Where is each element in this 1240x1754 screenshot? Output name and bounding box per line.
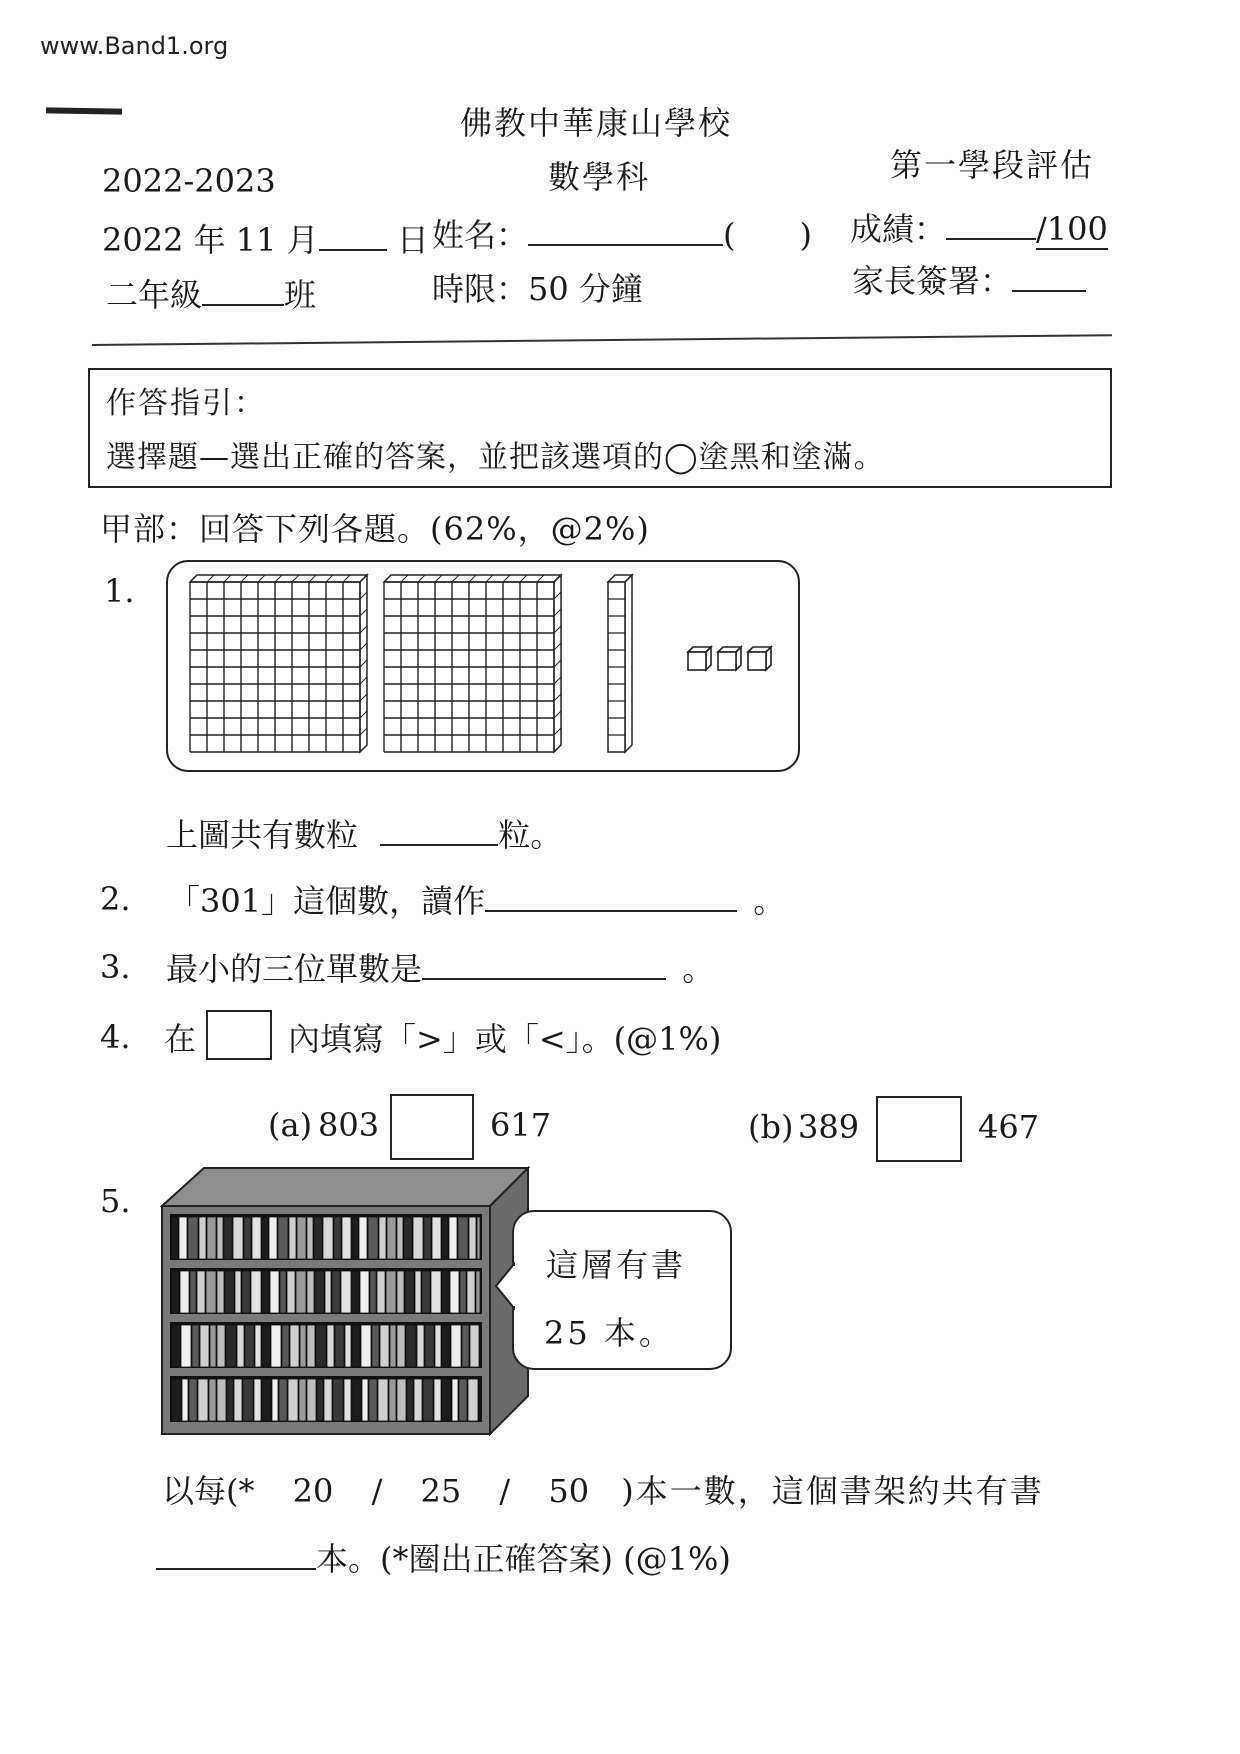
one-cube — [748, 647, 771, 670]
time-limit: 時限：50 分鐘 — [432, 270, 643, 308]
q5-line2-text: 本。(*圈出正確答案) (@1%) — [316, 1540, 731, 1578]
watermark-url: www.Band1.org — [40, 32, 229, 60]
date-line — [102, 215, 429, 261]
class-blank[interactable] — [202, 278, 284, 306]
q3-line — [166, 944, 714, 990]
q3-answer-blank[interactable] — [422, 952, 666, 980]
q1-answer-blank[interactable] — [380, 818, 498, 846]
q4a-right: 617 — [490, 1106, 552, 1144]
q3-number: 3. — [100, 948, 131, 986]
q5-sep-2: / — [499, 1472, 511, 1510]
score-total: /100 — [1036, 210, 1108, 248]
q1-unit: 粒。 — [498, 816, 563, 854]
header-divider — [92, 334, 1112, 346]
q4b-answer-box[interactable] — [876, 1096, 962, 1162]
q4a-label: (a) — [268, 1106, 313, 1144]
parent-sign-line — [852, 256, 1086, 302]
q5-sep-1: / — [371, 1472, 383, 1510]
q4b-label: (b) — [748, 1108, 794, 1146]
parent-sign-blank[interactable] — [1012, 264, 1086, 292]
score-blank[interactable] — [946, 212, 1036, 240]
q5-answer-blank[interactable] — [156, 1542, 316, 1570]
bookshelf-row — [170, 1376, 482, 1422]
date-day-blank[interactable] — [319, 223, 387, 251]
bubble-line1: 這層有書 — [546, 1246, 687, 1284]
one-cube — [688, 647, 711, 670]
date-prefix: 2022 年 11 月 — [102, 221, 319, 259]
q1-number: 1. — [104, 572, 135, 610]
score-label: 成績： — [850, 210, 947, 248]
section-title: 甲部：回答下列各題。(62%，@2%) — [100, 510, 650, 548]
q4-sample-box — [206, 1010, 272, 1060]
q2-number: 2. — [100, 880, 131, 918]
bookshelf-row — [170, 1268, 482, 1314]
class-label: 班 — [284, 276, 317, 314]
name-label: 姓名： — [432, 216, 529, 254]
q3-prompt: 最小的三位單數是 — [166, 950, 423, 988]
corner-mark — [46, 107, 122, 114]
bookshelf-image — [160, 1166, 530, 1436]
ten-rod — [608, 575, 632, 752]
bookshelf-row — [170, 1322, 482, 1368]
q2-end: 。 — [753, 882, 786, 920]
q2-answer-blank[interactable] — [485, 884, 737, 912]
q1-line — [166, 810, 562, 856]
name-blank[interactable] — [528, 218, 723, 246]
q5-option-50[interactable]: 50 — [548, 1472, 590, 1510]
subject-title: 數學科 — [548, 158, 651, 196]
score-line — [850, 204, 1108, 250]
bubble-line2: 25 本。 — [544, 1314, 674, 1352]
bookshelf-row — [170, 1214, 482, 1260]
q4a-left: 803 — [318, 1106, 380, 1144]
school-name: 佛教中華康山學校 — [460, 104, 733, 142]
q4-prompt-b: 內填寫「>」或「<」。(@1%) — [288, 1020, 722, 1058]
name-line — [432, 210, 812, 256]
name-paren: ( ) — [723, 216, 812, 254]
date-day-label: 日 — [396, 221, 429, 259]
q5-line1-a: 以每(* — [162, 1472, 255, 1510]
q4-prompt-a: 在 — [164, 1020, 197, 1058]
q4b-right: 467 — [978, 1108, 1040, 1146]
q5-line1 — [162, 1466, 1044, 1512]
q5-option-25[interactable]: 25 — [420, 1472, 462, 1510]
guide-title: 作答指引： — [106, 386, 266, 421]
q2-prompt: 「301」這個數，讀作 — [168, 882, 486, 920]
school-year: 2022-2023 — [102, 162, 276, 200]
speech-bubble — [512, 1210, 732, 1370]
q1-prompt: 上圖共有數粒 — [166, 816, 359, 854]
q2-line — [168, 876, 785, 922]
hundred-flat — [384, 575, 561, 752]
q5-option-20[interactable]: 20 — [292, 1472, 334, 1510]
q1-base-ten-blocks — [166, 560, 800, 772]
speech-bubble-tail — [494, 1262, 516, 1312]
guide-text: 選擇題—選出正確的答案，並把該選項的◯塗黑和塗滿。 — [106, 440, 885, 475]
q3-end: 。 — [682, 950, 715, 988]
answer-guide-box — [88, 368, 1112, 488]
q4b-left: 389 — [798, 1108, 860, 1146]
parent-sign-label: 家長簽署： — [852, 262, 1013, 300]
one-cube — [718, 647, 741, 670]
q4-number: 4. — [100, 1018, 131, 1056]
q5-line2 — [156, 1534, 731, 1580]
hundred-flat — [190, 575, 367, 752]
q5-number: 5. — [100, 1182, 131, 1220]
grade-line — [106, 270, 316, 316]
q4a-answer-box[interactable] — [390, 1094, 474, 1160]
assessment-title: 第一學段評估 — [890, 146, 1095, 184]
q5-line1-b: )本一數，這個書架約共有書 — [621, 1472, 1044, 1510]
grade-label: 二年級 — [106, 276, 203, 314]
